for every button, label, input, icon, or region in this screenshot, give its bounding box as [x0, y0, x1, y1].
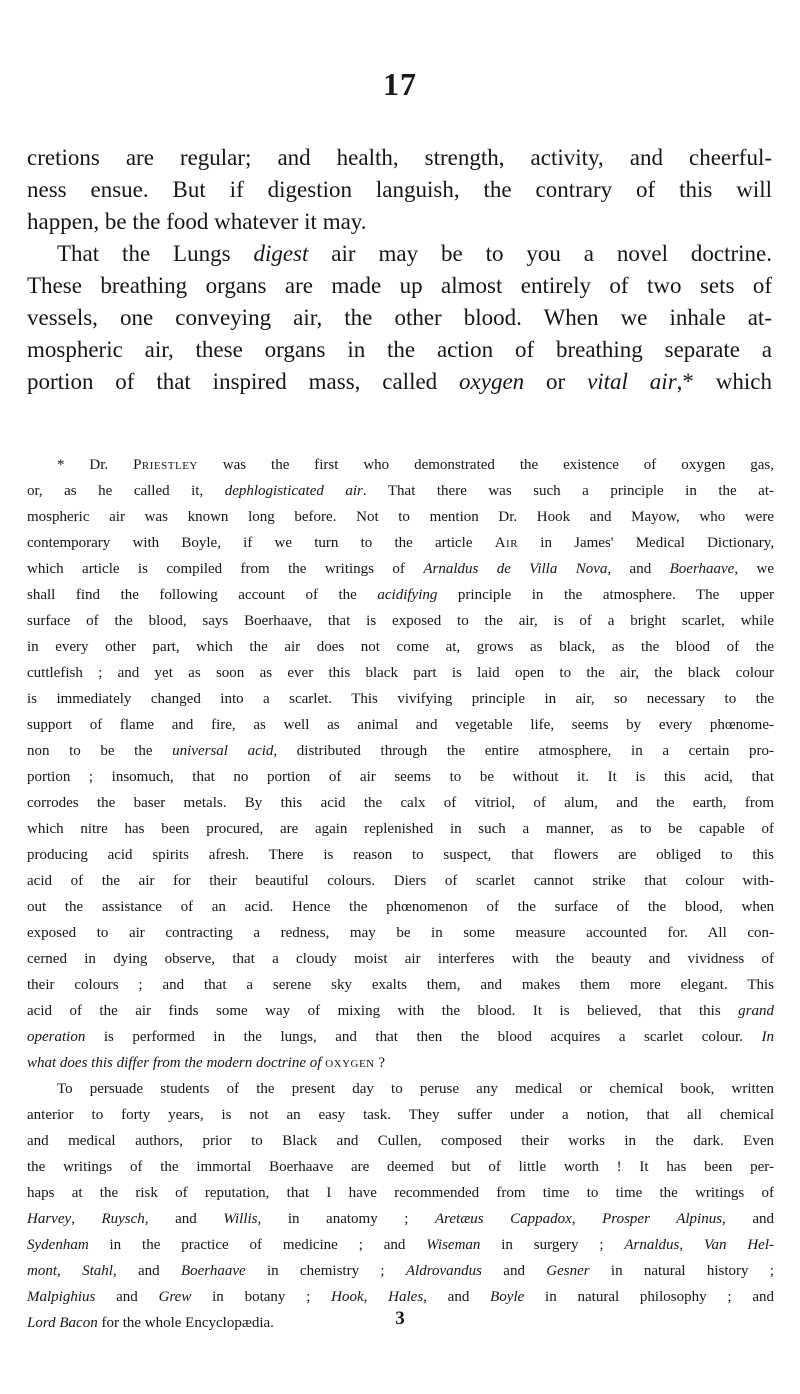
footnote-line: the writings of the immortal Boerhaave are deemed but of little worth ! It has been per-	[27, 1159, 774, 1175]
footnote-line: support of flame and fire, as well as animal and vegetable life, seems by every phœnome-	[27, 717, 774, 733]
footnote-line: Lord Bacon for the whole Encyclopædia.	[27, 1315, 274, 1331]
body-text-line: That the Lungs digest air may be to you a novel doctrine.	[57, 241, 772, 266]
footnote-line: operation is performed in the lungs, and that then the blood acquires a scarlet colour. In	[27, 1029, 774, 1045]
footnote-line: shall find the following account of the acidifying principle in the atmosphere. The upper	[27, 587, 774, 603]
footnote-line: producing acid spirits afresh. There is reason to suspect, that flowers are obliged to this	[27, 847, 774, 863]
footnote-line: cerned in dying observe, that a cloudy moist air interferes with the beauty and vividness of	[27, 951, 774, 967]
footnote-line: in every other part, which the air does not come at, grows as black, as the blood of the	[27, 639, 774, 655]
body-text-line: cretions are regular; and health, strength, activity, and cheerful-	[27, 145, 772, 170]
footnote-line: Harvey, Ruysch, and Willis, in anatomy ; Aretæus Cappadox, Prosper Alpinus, and	[27, 1211, 774, 1227]
footnote-line: * Dr. Priestley was the first who demonstrated the existence of oxygen gas,	[57, 457, 774, 473]
body-text-line: ness ensue. But if digestion languish, the contrary of this will	[27, 177, 772, 202]
footnote-line: and medical authors, prior to Black and Cullen, composed their works in the dark. Even	[27, 1133, 774, 1149]
footnote-line: out the assistance of an acid. Hence the phœnomenon of the surface of the blood, when	[27, 899, 774, 915]
footnote	[27, 452, 774, 1336]
footnote-line: non to be the universal acid, distributed through the entire atmosphere, in a certain pro-	[27, 743, 774, 759]
body-text-line: vessels, one conveying air, the other blood. When we inhale at-	[27, 305, 772, 330]
body-text-line: mospheric air, these organs in the action of breathing separate a	[27, 337, 772, 362]
page-number: 17	[383, 66, 417, 102]
footnote-line: mont, Stahl, and Boerhaave in chemistry ; Aldrovandus and Gesner in natural history ;	[27, 1263, 774, 1279]
main-body-text	[27, 142, 772, 398]
body-text-line: These breathing organs are made up almost entirely of two sets of	[27, 273, 772, 298]
footnote-line: cuttlefish ; and yet as soon as ever this black part is laid open to the air, the black colour	[27, 665, 774, 681]
body-text-line: portion of that inspired mass, called oxygen or vital air,* which	[27, 369, 772, 394]
footnote-line: their colours ; and that a serene sky exalts them, and makes them more elegant. This	[27, 977, 774, 993]
footnote-line: portion ; insomuch, that no portion of air seems to be without it. It is this acid, that	[27, 769, 774, 785]
footnote-line: Sydenham in the practice of medicine ; and Wiseman in surgery ; Arnaldus, Van Hel-	[27, 1237, 774, 1253]
footnote-line: Malpighius and Grew in botany ; Hook, Hales, and Boyle in natural philosophy ; and	[27, 1289, 774, 1305]
footnote-line: To persuade students of the present day to peruse any medical or chemical book, written	[57, 1081, 774, 1097]
footnote-line: exposed to air contracting a redness, may be in some measure accounted for. All con-	[27, 925, 774, 941]
footnote-line: mospheric air was known long before. Not to mention Dr. Hook and Mayow, who were	[27, 509, 774, 525]
footnote-line: surface of the blood, says Boerhaave, that is exposed to the air, is of a bright scarlet, while	[27, 613, 774, 629]
footnote-line: contemporary with Boyle, if we turn to the article Air in James' Medical Dictionary,	[27, 535, 774, 551]
footnote-line: is immediately changed into a scarlet. This vivifying principle in air, so necessary to the	[27, 691, 774, 707]
footnote-line: or, as he called it, dephlogisticated air. That there was such a principle in the at-	[27, 483, 774, 499]
footnote-line: haps at the risk of reputation, that I have recommended from time to time the writings of	[27, 1185, 774, 1201]
footnote-line: which article is compiled from the writings of Arnaldus de Villa Nova, and Boerhaave, we	[27, 561, 774, 577]
footnote-line: acid of the air for their beautiful colours. Diers of scarlet cannot strike that colour with-	[27, 873, 774, 889]
footnote-line: anterior to forty years, is not an easy task. They suffer under a notion, that all chemical	[27, 1107, 774, 1123]
footnote-line: which nitre has been procured, are again replenished in such a manner, as to be capable of	[27, 821, 774, 837]
footnote-line: what does this differ from the modern doctrine of oxygen ?	[27, 1055, 386, 1071]
body-text-line: happen, be the food whatever it may.	[27, 209, 367, 234]
signature-mark: 3	[395, 1308, 405, 1329]
footnote-line: acid of the air finds some way of mixing with the blood. It is believed, that this grand	[27, 1003, 774, 1019]
footnote-line: corrodes the baser metals. By this acid the calx of vitriol, of alum, and the earth, from	[27, 795, 774, 811]
